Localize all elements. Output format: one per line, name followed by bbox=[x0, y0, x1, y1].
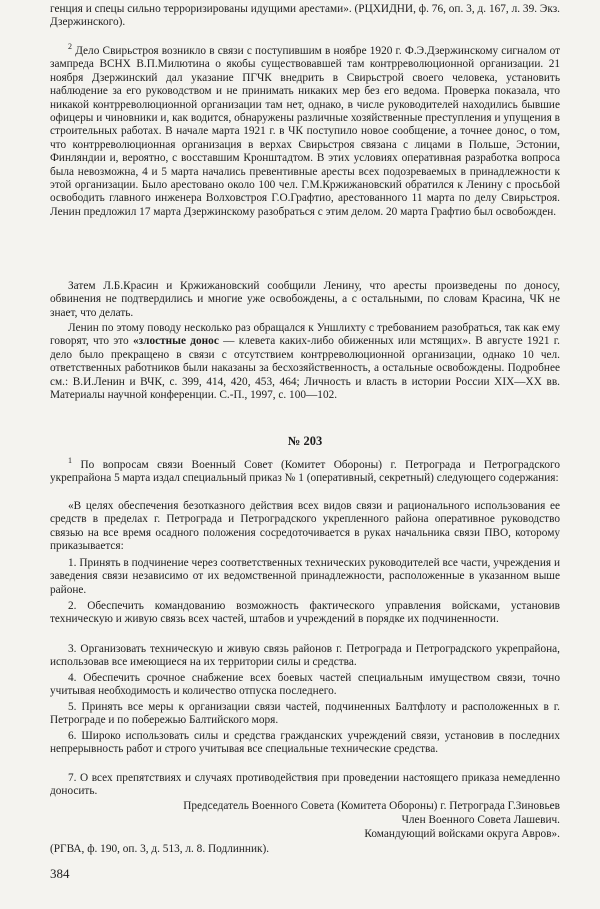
footnote-202-text: Дело Свирьстроя возникло в связи с поступившим в ноябре 1920 г. Ф.Э.Дзержинскому сигналом от зампреда ВСНХ В.П.Милютина о якобы существовавшей там контрреволюционной организации. 21 ноября Дзержинский дал указание ПГЧК внедрить в Свирьстрой своего человека, установить наблюдение за его руководством и не принимать никаких мер без его ведома. Проверка показала, что никакой контрреволюционной организации там нет, однако, в числе руководителей находились бывшие офицеры и чиновники и, как водится, обнаружены различные хозяйственные преступления и упущения в строительных работах. В начале марта 1921 г. в ЧК поступило новое сообщение, а точнее донос, о том, что контрреволюционная организация в верхах Свирьстроя связана с лицами в Польше, Эстонии, Финляндии и, вероятно, с восставшим Кронштадтом. В этих условиях оперативная разработка вопроса была невозможна, 4 и 5 марта начались превентивные аресты всех подозреваемых в принадлежности к этой организации. Было арестовано около 100 чел. Г.М.Кржижановский обратился к Ленину с просьбой освободить главного инженера Волховстроя Г.О.Графтио, арестованного 11 марта по делу Свирьстроя. Ленин предложил 17 марта Дзержинскому разобраться с этим делом. 20 марта Графтио был освобожден. bbox=[50, 45, 561, 218]
order-item-2-block bbox=[50, 600, 560, 627]
bold-quote: «злостные донос bbox=[132, 335, 219, 348]
footnote-marker: 1 bbox=[68, 456, 72, 466]
lenin-text-start: Ленин по этому поводу несколько раз обращался к Уншлихту с требованием разобраться, так как ему говорят, что это bbox=[50, 322, 560, 348]
signature-block bbox=[50, 800, 560, 813]
order-item: 3. Организовать техническую и живую связь районов г. Петрограда и Петроградского укрепрайона, использовав все имеющиеся на их территории силы и средства. bbox=[50, 643, 560, 669]
signature-line: Командующий войсками округа Авров». bbox=[364, 828, 560, 840]
lenin-paragraph bbox=[50, 322, 560, 402]
order-item: 7. О всех препятствиях и случаях противодействия при проведении настоящего приказа немедленно доносить. bbox=[50, 772, 560, 798]
footnote-202-block bbox=[50, 42, 561, 219]
order-item-7-block bbox=[50, 772, 560, 799]
order-preamble-block bbox=[50, 500, 560, 554]
order-item: 5. Принять все меры к организации связи частей, подчиненных Балтфлоту и расположенных в г. Петрограде и по побережью Балтийского моря. bbox=[50, 701, 560, 727]
page-number-block bbox=[50, 866, 560, 882]
order-item-6-block bbox=[50, 730, 560, 757]
document-number-heading: № 203 bbox=[287, 434, 323, 448]
lenin-paragraph-block bbox=[50, 322, 560, 402]
top-text-block bbox=[50, 3, 560, 30]
order-intro-text: По вопросам связи Военный Совет (Комитет Обороны) г. Петрограда и Петроградского укрепрайона 5 марта издал специальный приказ № 1 (оперативный, секретный) следующего содержания: bbox=[50, 459, 560, 485]
order-item-1-block bbox=[50, 557, 560, 597]
footnote-marker: 2 bbox=[68, 42, 72, 52]
krasin-paragraph: Затем Л.Б.Красин и Кржижановский сообщили Ленину, что аресты произведены по доносу, обвинения не подтвердились и многие уже освобождены, а с остальными, по словам Красина, ЧК не знает, что делать. bbox=[50, 280, 560, 319]
order-item: 2. Обеспечить командованию возможность фактического управления войсками, установив техническую и живую связь всех частей, штабов и учреждений в порядке их подчиненности. bbox=[50, 600, 560, 626]
signature-line: Член Военного Совета Лашевич. bbox=[401, 814, 560, 826]
order-item-4-block bbox=[50, 672, 560, 699]
order-item: 6. Широко использовать силы и средства гражданских учреждений связи, установив в последних непрерывность работ и строго учитывая все специальные технические средства. bbox=[50, 730, 560, 756]
order-intro-paragraph bbox=[50, 456, 560, 486]
signature-block bbox=[50, 828, 560, 841]
page-number: 384 bbox=[50, 866, 70, 881]
signature-block bbox=[50, 814, 560, 827]
order-item: 1. Принять в подчинение через соответственных технических руководителей все части, учреждения и заведения связи независимо от их ведомственной принадлежности, расположенные в указанном выше районе. bbox=[50, 557, 560, 596]
order-item-5-block bbox=[50, 701, 560, 728]
doc-heading-block bbox=[50, 434, 560, 449]
order-preamble: «В целях обеспечения безотказного действия всех видов связи и рационального использования ее средств в пределах г. Петрограда и Петроградского укрепленного района оперативное руководство связью на все время осадного положения сосредоточивается в руках начальника связи ПВО, которому приказывается: bbox=[50, 500, 560, 553]
source-block bbox=[50, 843, 560, 856]
order-item: 4. Обеспечить срочное снабжение всех боевых частей специальным имуществом связи, точно учитывая необходимость и количество отпуска последнего. bbox=[50, 672, 560, 698]
footnote-202-continuation bbox=[50, 280, 560, 320]
order-item-3-block bbox=[50, 643, 560, 670]
lenin-text-end: — клевета каких-либо обиженных или мстящих». В августе 1921 г. дело было прекращено в связи с отсутствием контрреволюционной организации, однако 10 чел. ответственных работников были наказаны за бесхозяйственность, а остальные освобождены. Подробнее см.: В.И.Ленин и ВЧК, с. 399, 414, 420, 453, 464; Личность и власть в истории России XIX—XX вв. Материалы научной конференции. С.-П., 1997, с. 100—102. bbox=[50, 335, 560, 402]
intro-paragraph: генция и спецы сильно терроризированы идущими арестами». (РЦХИДНИ, ф. 76, оп. 3, д. 167, л. 39. Экз. Дзержинского). bbox=[50, 3, 560, 29]
footnote-203-block bbox=[50, 456, 560, 486]
footnote-202-paragraph bbox=[50, 42, 561, 219]
signature-line: Председатель Военного Совета (Комитета Обороны) г. Петрограда Г.Зиновьев bbox=[183, 800, 560, 812]
source-citation: (РГВА, ф. 190, оп. 3, д. 513, л. 8. Подлинник). bbox=[50, 843, 270, 855]
